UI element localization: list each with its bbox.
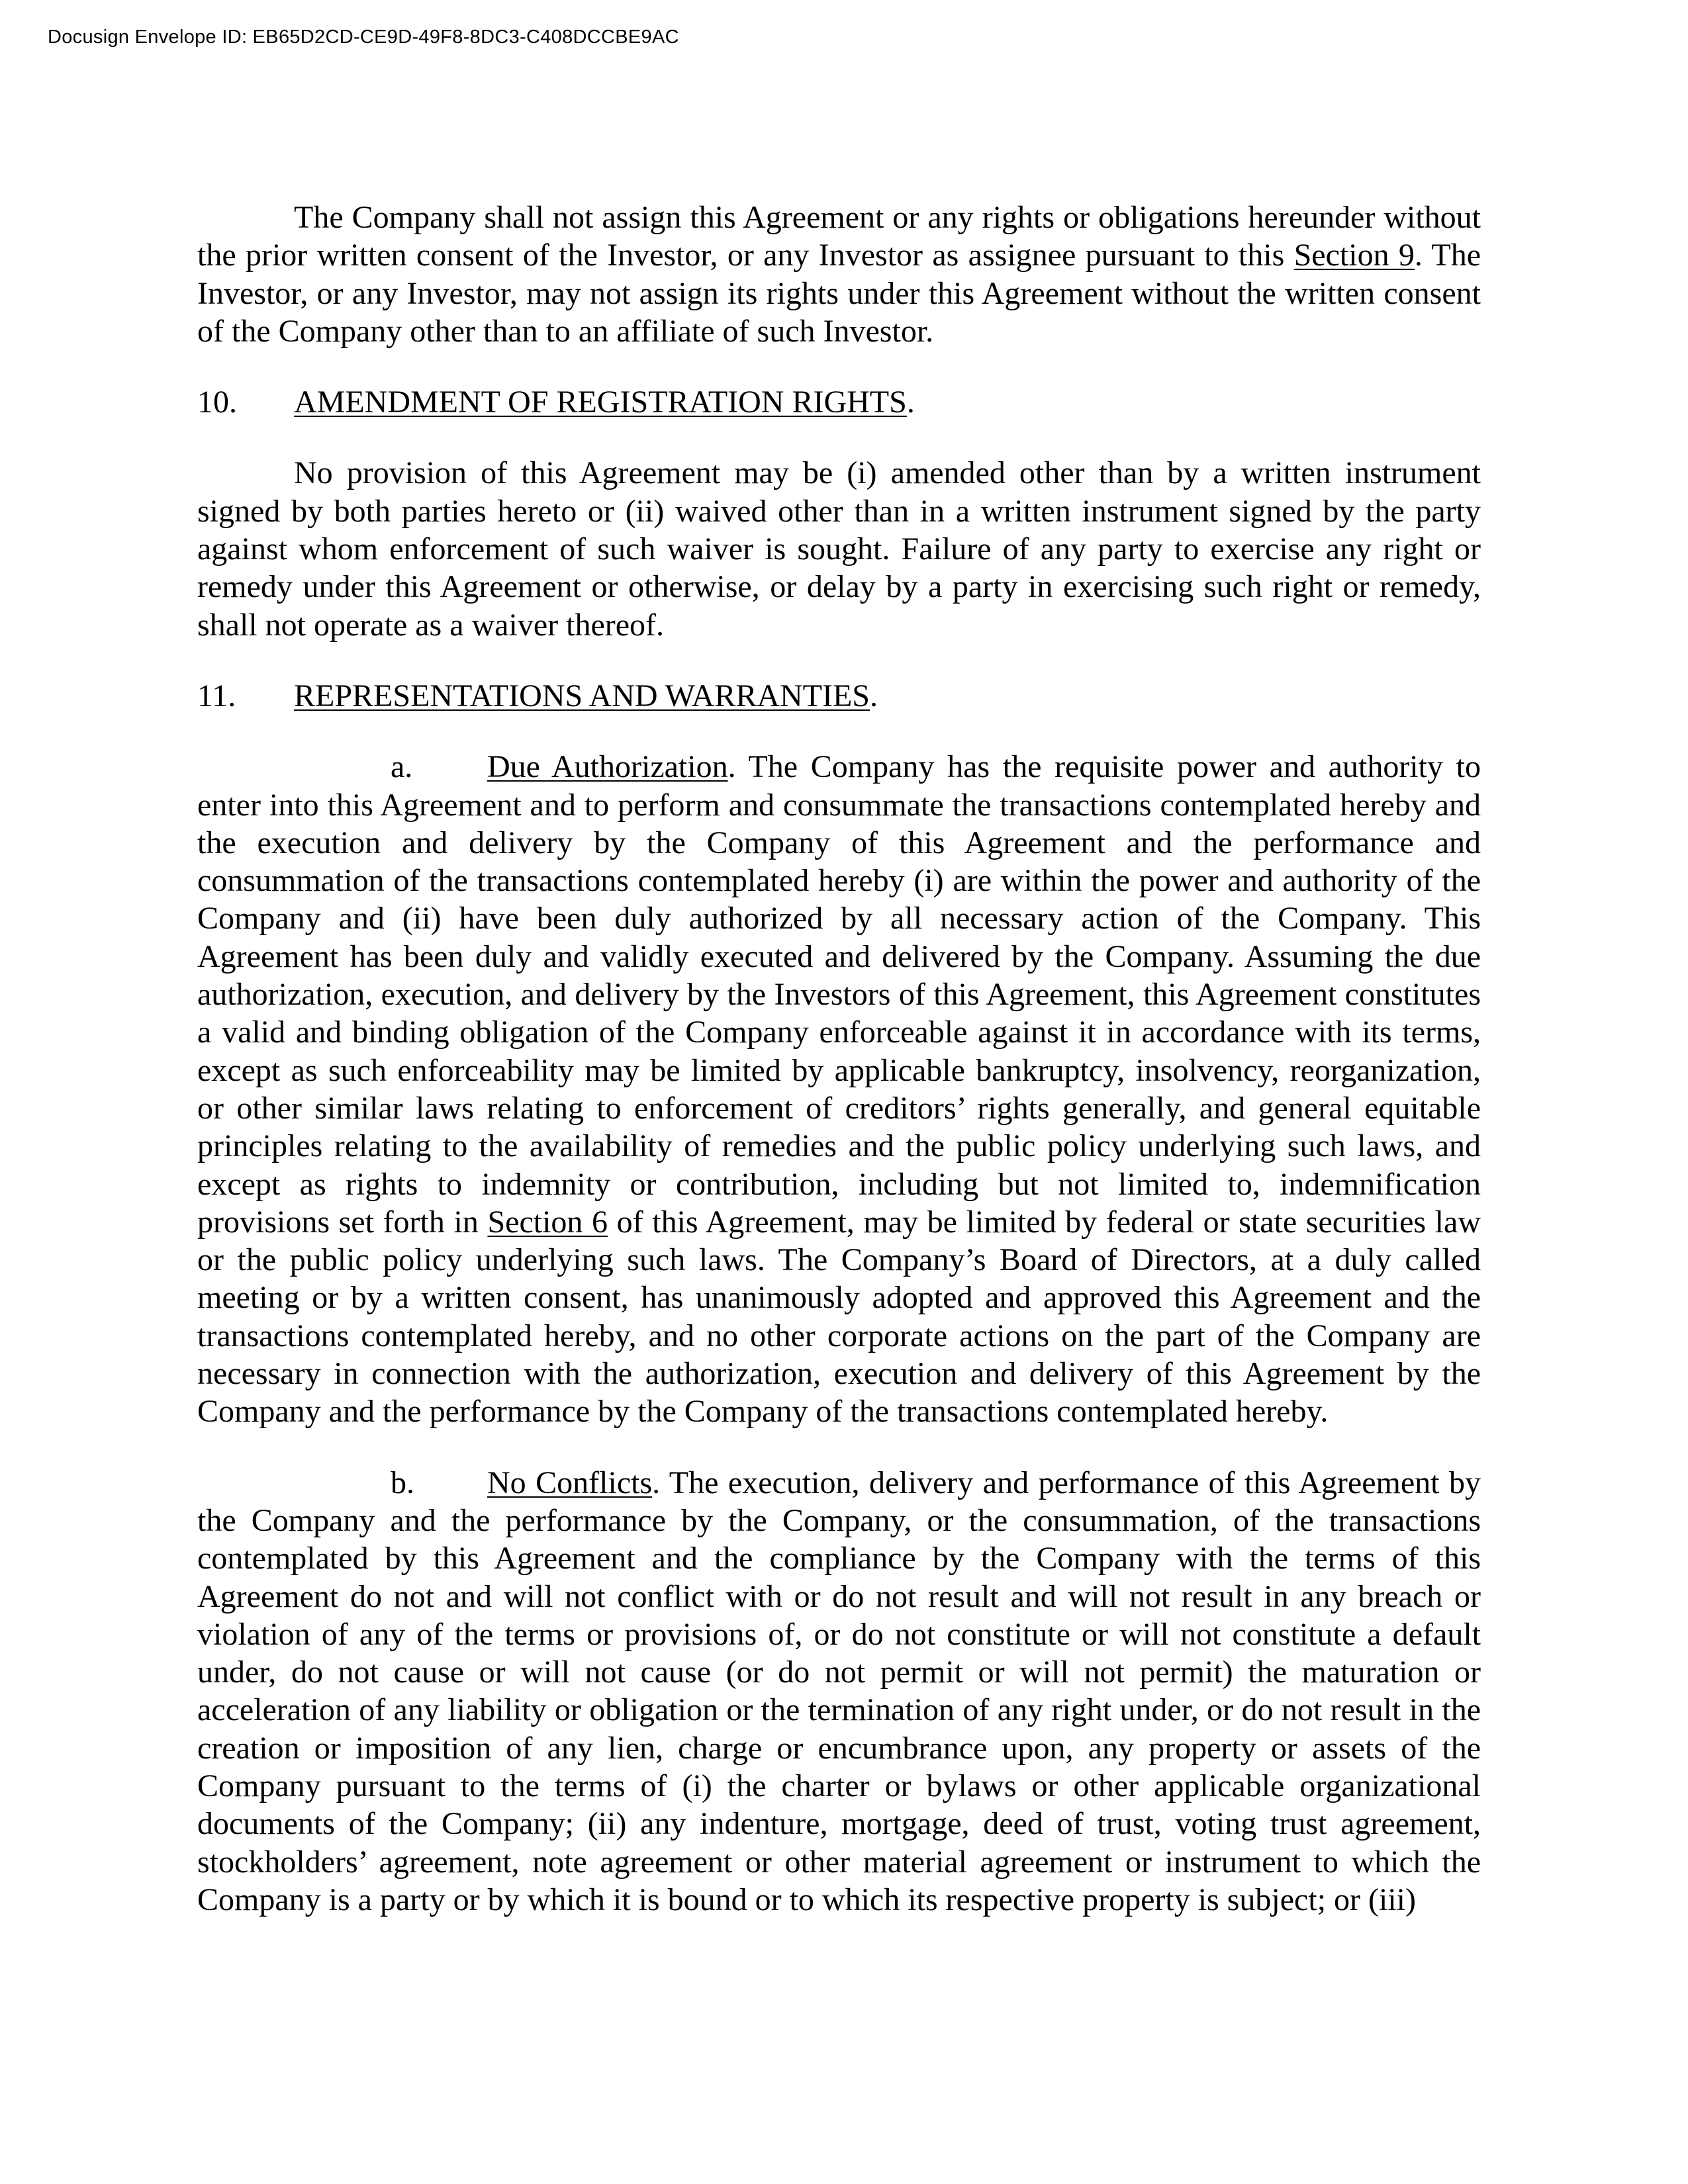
section-10-title: AMENDMENT OF REGISTRATION RIGHTS	[294, 385, 907, 420]
section-11a-title: Due Authorization	[487, 749, 728, 785]
assignment-paragraph	[197, 199, 1481, 350]
section-11-number: 11.	[197, 678, 236, 713]
section-11b-title: No Conflicts	[487, 1465, 653, 1500]
section-10-number: 10.	[197, 385, 237, 420]
section-11a-text-1: . The Company has the requisite power and authority to enter into this Agreement and to perform and consummate the transactions contemplated hereby and the execution and delivery by the Company of this Agreement and the performance and consummation of the transactions contemplated hereby (i) are within the power and authority of the Company and (ii) have been duly authorized by all necessary action of the Company. This Agreement has been duly and validly executed and delivered by the Company. Assuming the due authorization, execution, and delivery by the Investors of this Agreement, this Agreement constitutes a valid and binding obligation of the Company enforceable against it in accordance with its terms, except as such enforceability may be limited by applicable bankruptcy, insolvency, reorganization, or other similar laws relating to enforcement of creditors’ rights generally, and general equitable principles relating to the availability of remedies and the public policy underlying such laws, and except as rights to indemnity or contribution, including but not limited to, indemnification provisions set forth in	[197, 749, 1481, 1240]
section-11b-paragraph	[197, 1464, 1481, 1919]
section-6-reference: Section 6	[487, 1204, 608, 1240]
assignment-text-2: . The Investor, or any Investor, may not assign its rights under this Agreement without the written consent of the Company other than to an affiliate of such Investor.	[197, 238, 1481, 349]
section-11a-paragraph	[197, 748, 1481, 1430]
section-11-title: REPRESENTATIONS AND WARRANTIES	[294, 678, 870, 713]
section-9-reference: Section 9	[1293, 238, 1415, 273]
section-11a-text-2: of this Agreement, may be limited by federal or state securities law or the public policy underlying such laws. The Company’s Board of Directors, at a duly called meeting or by a written consent, has unanimously adopted and approved this Agreement and the transactions contemplated hereby, and no other corporate actions on the part of the Company are necessary in connection with the authorization, execution and delivery of this Agreement by the Company and the performance by the Company of the transactions contemplated hereby.	[197, 1204, 1481, 1430]
section-10-heading: 10. AMENDMENT OF REGISTRATION RIGHTS.	[197, 383, 1481, 421]
section-11b-label: b.	[391, 1465, 414, 1500]
assignment-text-1: The Company shall not assign this Agreement or any rights or obligations hereunder without the prior written consent of the Investor, or any Investor as assignee pursuant to this	[197, 200, 1481, 273]
envelope-id: Docusign Envelope ID: EB65D2CD-CE9D-49F8-8DC3-C408DCCBE9AC	[48, 26, 679, 48]
section-11a-label: a.	[391, 749, 413, 785]
document-page	[197, 199, 1481, 1919]
section-11b-text: . The execution, delivery and performance of this Agreement by the Company and the performance by the Company, or the consummation, of the transactions contemplated by this Agreement and the compliance by the Company with the terms of this Agreement do not and will not conflict with or do not result and will not result in any breach or violation of any of the terms or provisions of, or do not constitute or will not constitute a default under, do not cause or will not cause (or do not permit or will not permit) the maturation or acceleration of any liability or obligation or the termination of any right under, or do not result in the creation or imposition of any lien, charge or encumbrance upon, any property or assets of the Company pursuant to the terms of (i) the charter or bylaws or other applicable organizational documents of the Company; (ii) any indenture, mortgage, deed of trust, voting trust agreement, stockholders’ agreement, note agreement or other material agreement or instrument to which the Company is a party or by which it is bound or to which its respective property is subject; or (iii)	[197, 1465, 1481, 1917]
section-10-body: No provision of this Agreement may be (i) amended other than by a written instrument signed by both parties hereto or (ii) waived other than in a written instrument signed by the party against whom enforcement of such waiver is sought. Failure of any party to exercise any right or remedy under this Agreement or otherwise, or delay by a party in exercising such right or remedy, shall not operate as a waiver thereof.	[197, 455, 1481, 643]
section-11-heading: 11. REPRESENTATIONS AND WARRANTIES.	[197, 677, 1481, 715]
